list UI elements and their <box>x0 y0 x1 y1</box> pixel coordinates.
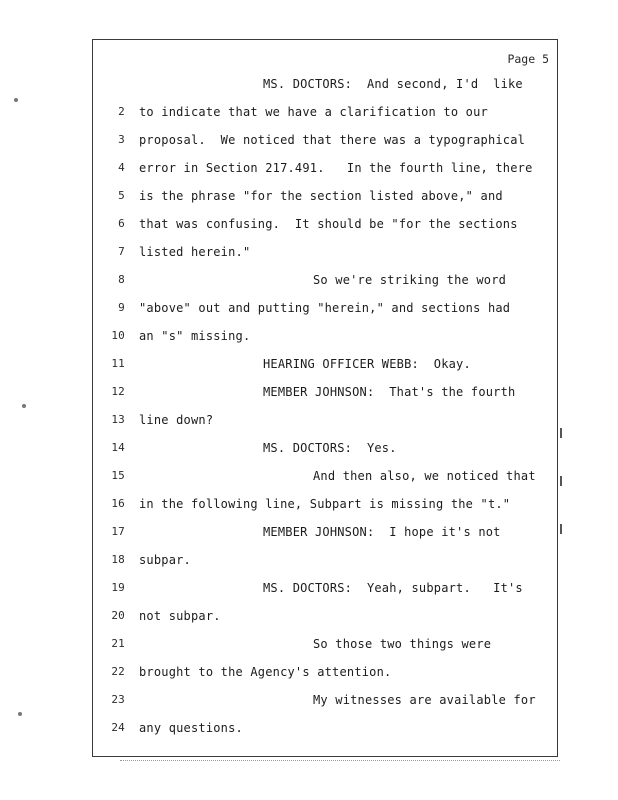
transcript-line <box>93 214 557 234</box>
transcript-line <box>93 382 557 402</box>
line-text: an "s" missing. <box>139 329 251 343</box>
line-text: And then also, we noticed that <box>313 469 536 483</box>
transcript-line <box>93 438 557 458</box>
line-number: 2 <box>118 105 125 118</box>
line-number: 8 <box>118 273 125 286</box>
transcript-line <box>93 718 557 738</box>
transcript-line <box>93 130 557 150</box>
line-text: line down? <box>139 413 214 427</box>
line-number: 11 <box>111 357 125 370</box>
line-number: 16 <box>111 497 125 510</box>
transcript-line <box>93 102 557 122</box>
transcript-line <box>93 494 557 514</box>
line-number: 14 <box>111 441 125 454</box>
transcript-line <box>93 606 557 626</box>
transcript-page <box>92 39 558 757</box>
transcript-line <box>93 158 557 178</box>
edge-mark <box>560 524 562 534</box>
transcript-line <box>93 326 557 346</box>
line-number: 10 <box>111 329 125 342</box>
line-text: to indicate that we have a clarification to our <box>139 105 488 119</box>
edge-mark <box>560 476 562 486</box>
line-text: My witnesses are available for <box>313 693 536 707</box>
transcript-line <box>93 186 557 206</box>
line-number: 12 <box>111 385 125 398</box>
line-number: 7 <box>118 245 125 258</box>
line-text: error in Section 217.491. In the fourth line, there <box>139 161 533 175</box>
margin-speck <box>18 712 22 716</box>
line-number: 17 <box>111 525 125 538</box>
line-text: that was confusing. It should be "for the sections <box>139 217 518 231</box>
transcript-line <box>93 522 557 542</box>
line-number: 13 <box>111 413 125 426</box>
line-number: 23 <box>111 693 125 706</box>
line-number: 15 <box>111 469 125 482</box>
line-number: 4 <box>118 161 125 174</box>
margin-speck <box>14 98 18 102</box>
line-number: 3 <box>118 133 125 146</box>
line-number: 18 <box>111 553 125 566</box>
line-number: 20 <box>111 609 125 622</box>
line-text: MS. DOCTORS: And second, I'd like <box>263 77 523 91</box>
line-text: any questions. <box>139 721 243 735</box>
transcript-line <box>93 74 557 94</box>
margin-speck <box>22 404 26 408</box>
transcript-line <box>93 410 557 430</box>
line-number: 5 <box>118 189 125 202</box>
line-text: MS. DOCTORS: Yes. <box>263 441 397 455</box>
line-number: 9 <box>118 301 125 314</box>
line-text: So we're striking the word <box>313 273 507 287</box>
transcript-line <box>93 550 557 570</box>
transcript-line <box>93 270 557 290</box>
line-text: MEMBER JOHNSON: That's the fourth <box>263 385 516 399</box>
line-number: 24 <box>111 721 125 734</box>
transcript-line <box>93 298 557 318</box>
transcript-line <box>93 466 557 486</box>
line-text: is the phrase "for the section listed above," and <box>139 189 503 203</box>
line-text: proposal. We noticed that there was a typographical <box>139 133 526 147</box>
transcript-line <box>93 242 557 262</box>
line-number: 22 <box>111 665 125 678</box>
line-text: HEARING OFFICER WEBB: Okay. <box>263 357 471 371</box>
transcript-line <box>93 634 557 654</box>
line-text: So those two things were <box>313 637 492 651</box>
line-number: 19 <box>111 581 125 594</box>
transcript-line <box>93 354 557 374</box>
line-text: MEMBER JOHNSON: I hope it's not <box>263 525 501 539</box>
line-text: listed herein." <box>139 245 251 259</box>
transcript-line <box>93 690 557 710</box>
line-number: 21 <box>111 637 125 650</box>
line-text: subpar. <box>139 553 191 567</box>
scan-noise <box>120 760 560 763</box>
line-text: in the following line, Subpart is missing the "t." <box>139 497 511 511</box>
line-text: not subpar. <box>139 609 221 623</box>
line-text: "above" out and putting "herein," and sections had <box>139 301 511 315</box>
line-number: 6 <box>118 217 125 230</box>
transcript-line <box>93 662 557 682</box>
line-text: MS. DOCTORS: Yeah, subpart. It's <box>263 581 523 595</box>
transcript-line <box>93 578 557 598</box>
page-number: Page 5 <box>507 52 549 66</box>
line-text: brought to the Agency's attention. <box>139 665 392 679</box>
edge-mark <box>560 428 562 438</box>
